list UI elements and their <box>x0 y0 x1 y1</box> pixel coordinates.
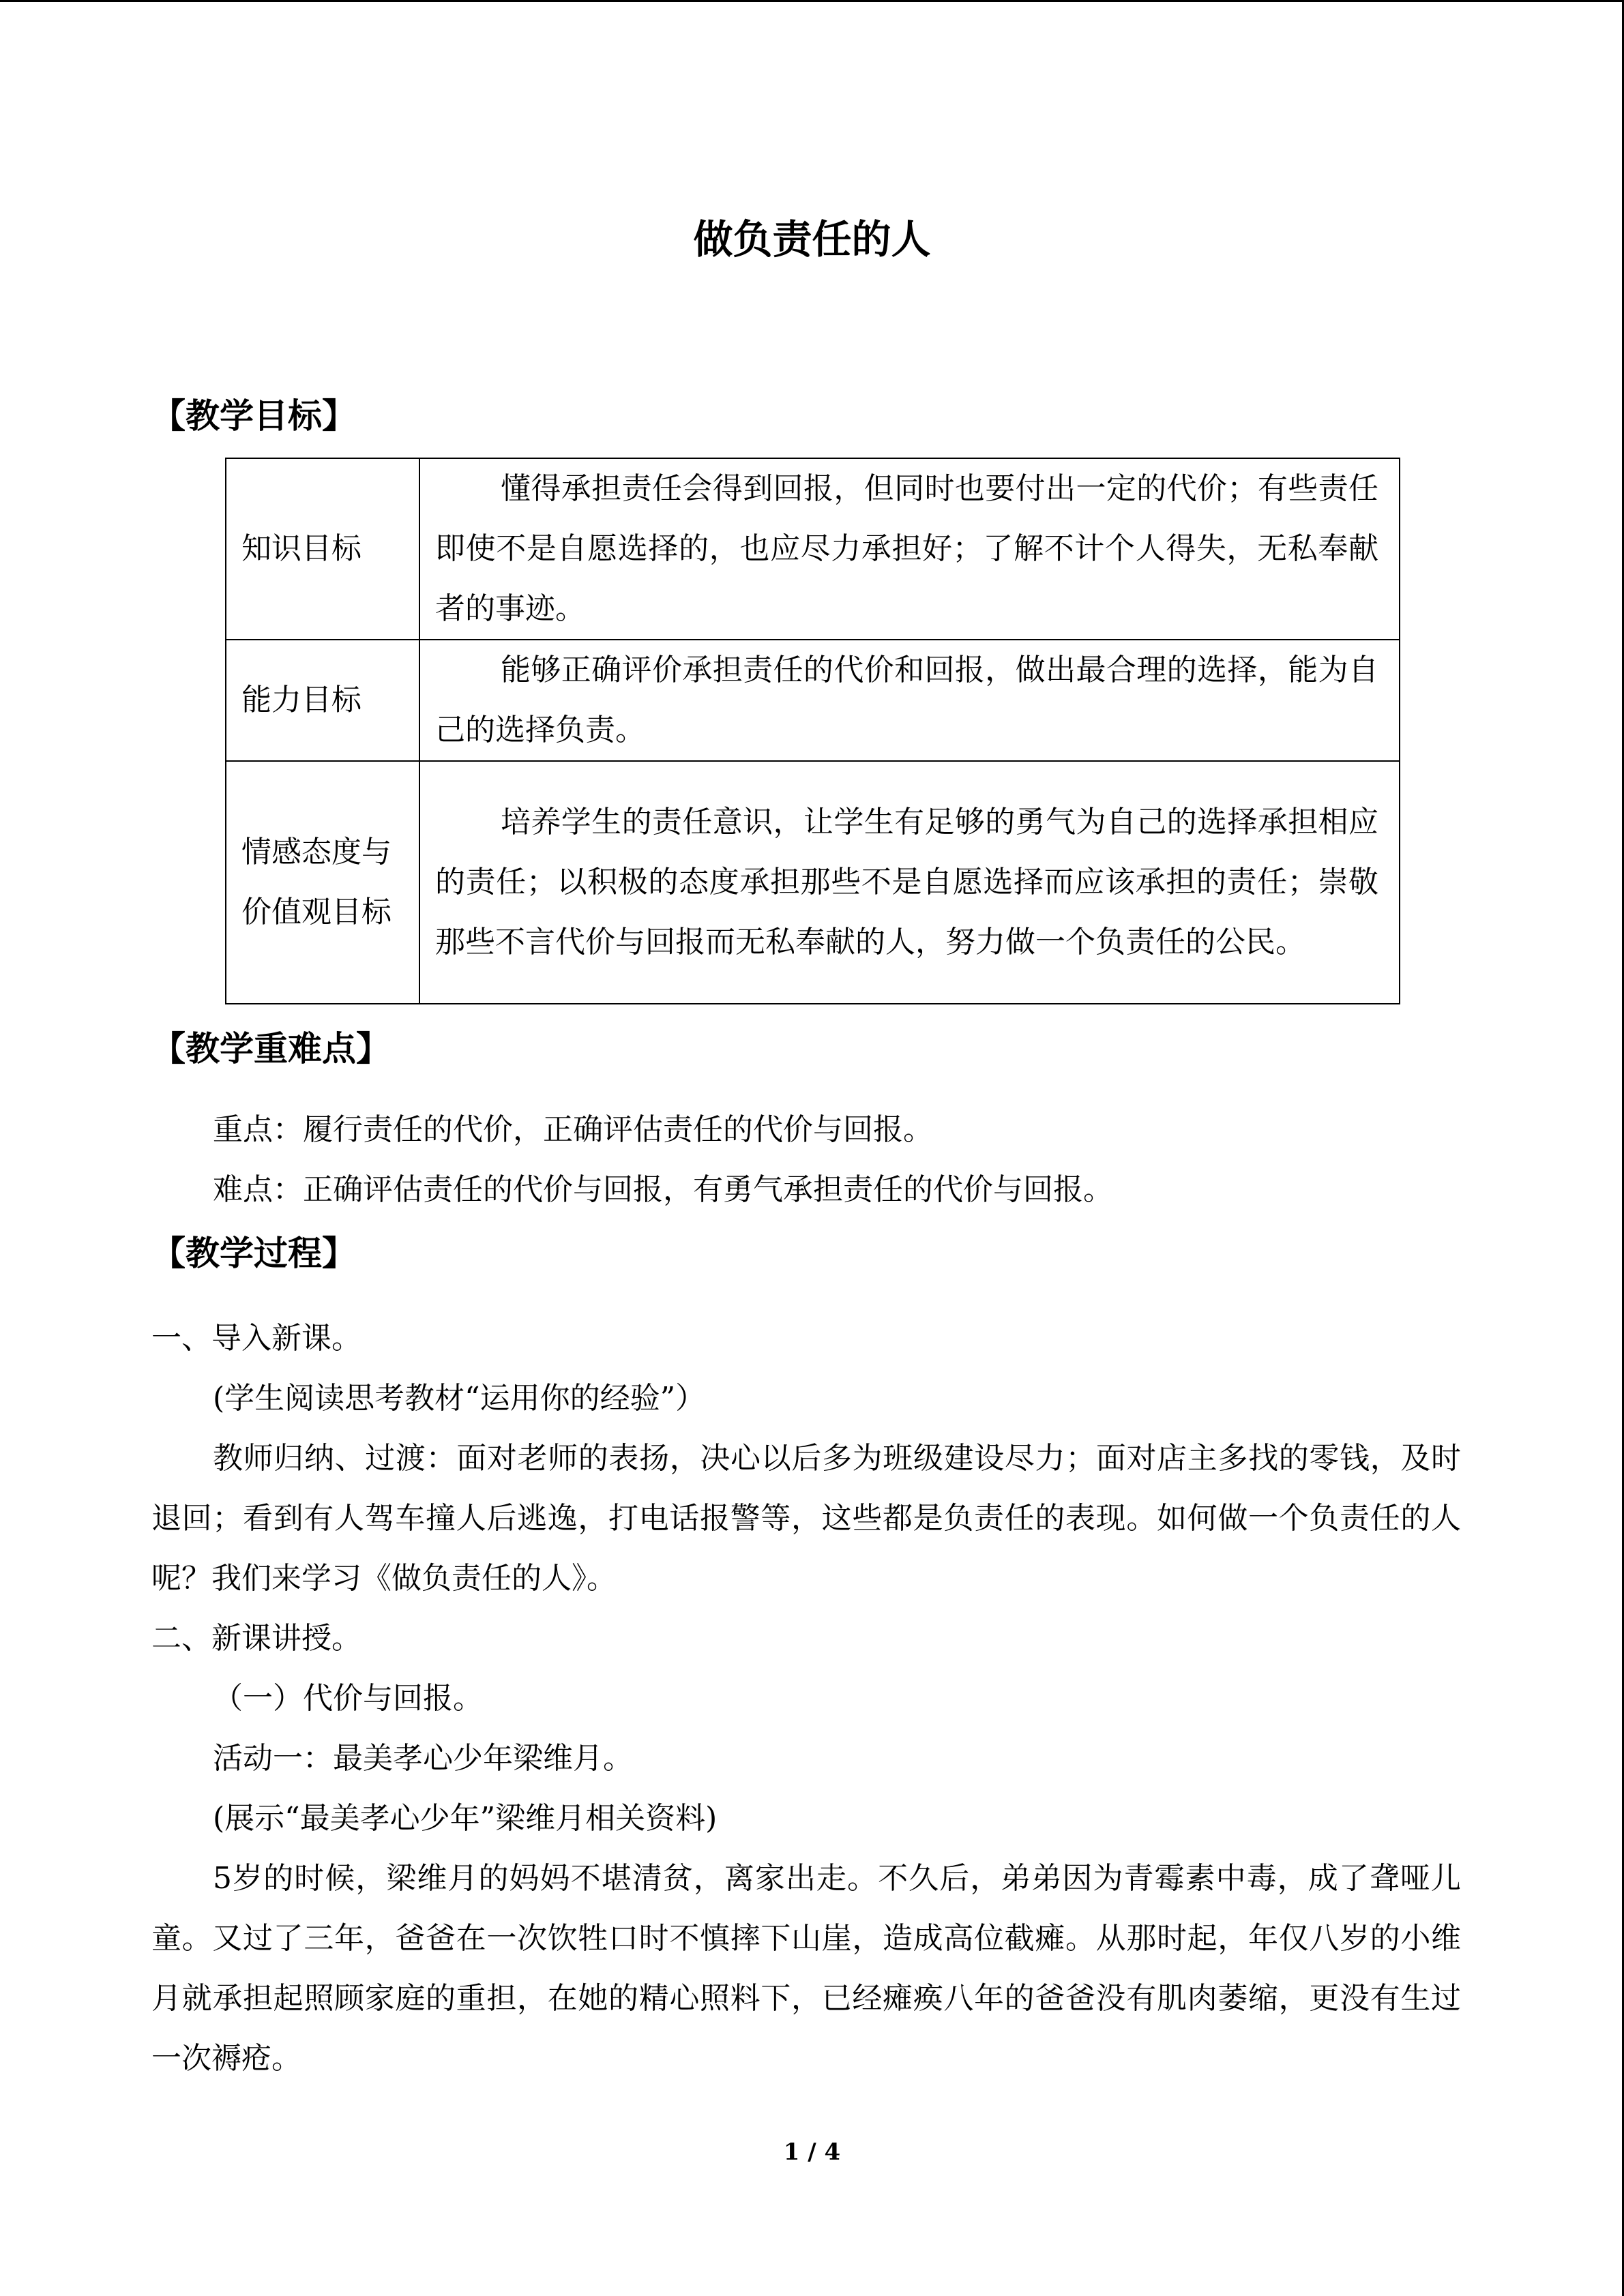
table-row <box>226 761 1400 1004</box>
process-paragraph: (展示“最美孝心少年”梁维月相关资料) <box>213 1801 718 1836</box>
objectives-heading: 【教学目标】 <box>151 396 356 436</box>
process-paragraph: 一、导入新课。 <box>151 1321 361 1356</box>
table-cell-content: 懂得承担责任会得到回报，但同时也要付出一定的代价；有些责任即使不是自愿选择的，也应尽力承担好；了解不计个人得失，无私奉献者的事迹。 <box>419 458 1400 640</box>
document-title: 做负责任的人 <box>693 216 931 263</box>
process-paragraph: 活动一：最美孝心少年梁维月。 <box>213 1741 633 1776</box>
table-cell-content: 能够正确评价承担责任的代价和回报，做出最合理的选择，能为自己的选择负责。 <box>419 640 1400 761</box>
process-paragraph: （一）代价与回报。 <box>213 1681 483 1716</box>
key-points-heading: 【教学重难点】 <box>151 1029 390 1069</box>
page-number: 1 / 4 <box>783 2138 841 2166</box>
table-row <box>226 640 1400 761</box>
table-row <box>226 458 1400 640</box>
objectives-table <box>225 458 1400 1004</box>
table-cell-content: 培养学生的责任意识，让学生有足够的勇气为自己的选择承担相应的责任；以积极的态度承担那些不是自愿选择而应该承担的责任；崇敬那些不言代价与回报而无私奉献的人，努力做一个负责任的公民。 <box>419 761 1400 1004</box>
table-cell-label: 情感态度与价值观目标 <box>226 761 419 1004</box>
key-point-difficulty: 难点：正确评估责任的代价与回报，有勇气承担责任的代价与回报。 <box>213 1172 1113 1207</box>
key-point-focus: 重点：履行责任的代价，正确评估责任的代价与回报。 <box>213 1112 933 1147</box>
process-paragraph: 教师归纳、过渡：面对老师的表扬，决心以后多为班级建设尽力；面对店主多找的零钱，及时退回；看到有人驾车撞人后逃逸，打电话报警等，这些都是负责任的表现。如何做一个负责任的人呢？我们来学习《做负责任的人》。 <box>151 1441 1461 1596</box>
table-cell-label: 知识目标 <box>226 458 419 640</box>
process-paragraph: 二、新课讲授。 <box>151 1621 361 1656</box>
process-heading: 【教学过程】 <box>151 1234 356 1273</box>
process-paragraph: (学生阅读思考教材“运用你的经验”） <box>213 1381 706 1416</box>
table-cell-label: 能力目标 <box>226 640 419 761</box>
process-paragraph: 5岁的时候，梁维月的妈妈不堪清贫，离家出走。不久后，弟弟因为青霉素中毒，成了聋哑儿童。又过了三年，爸爸在一次饮牲口时不慎摔下山崖，造成高位截瘫。从那时起，年仅八岁的小维月就承担起照顾家庭的重担，在她的精心照料下，已经瘫痪八年的爸爸没有肌肉萎缩，更没有生过一次褥疮。 <box>151 1861 1461 2076</box>
